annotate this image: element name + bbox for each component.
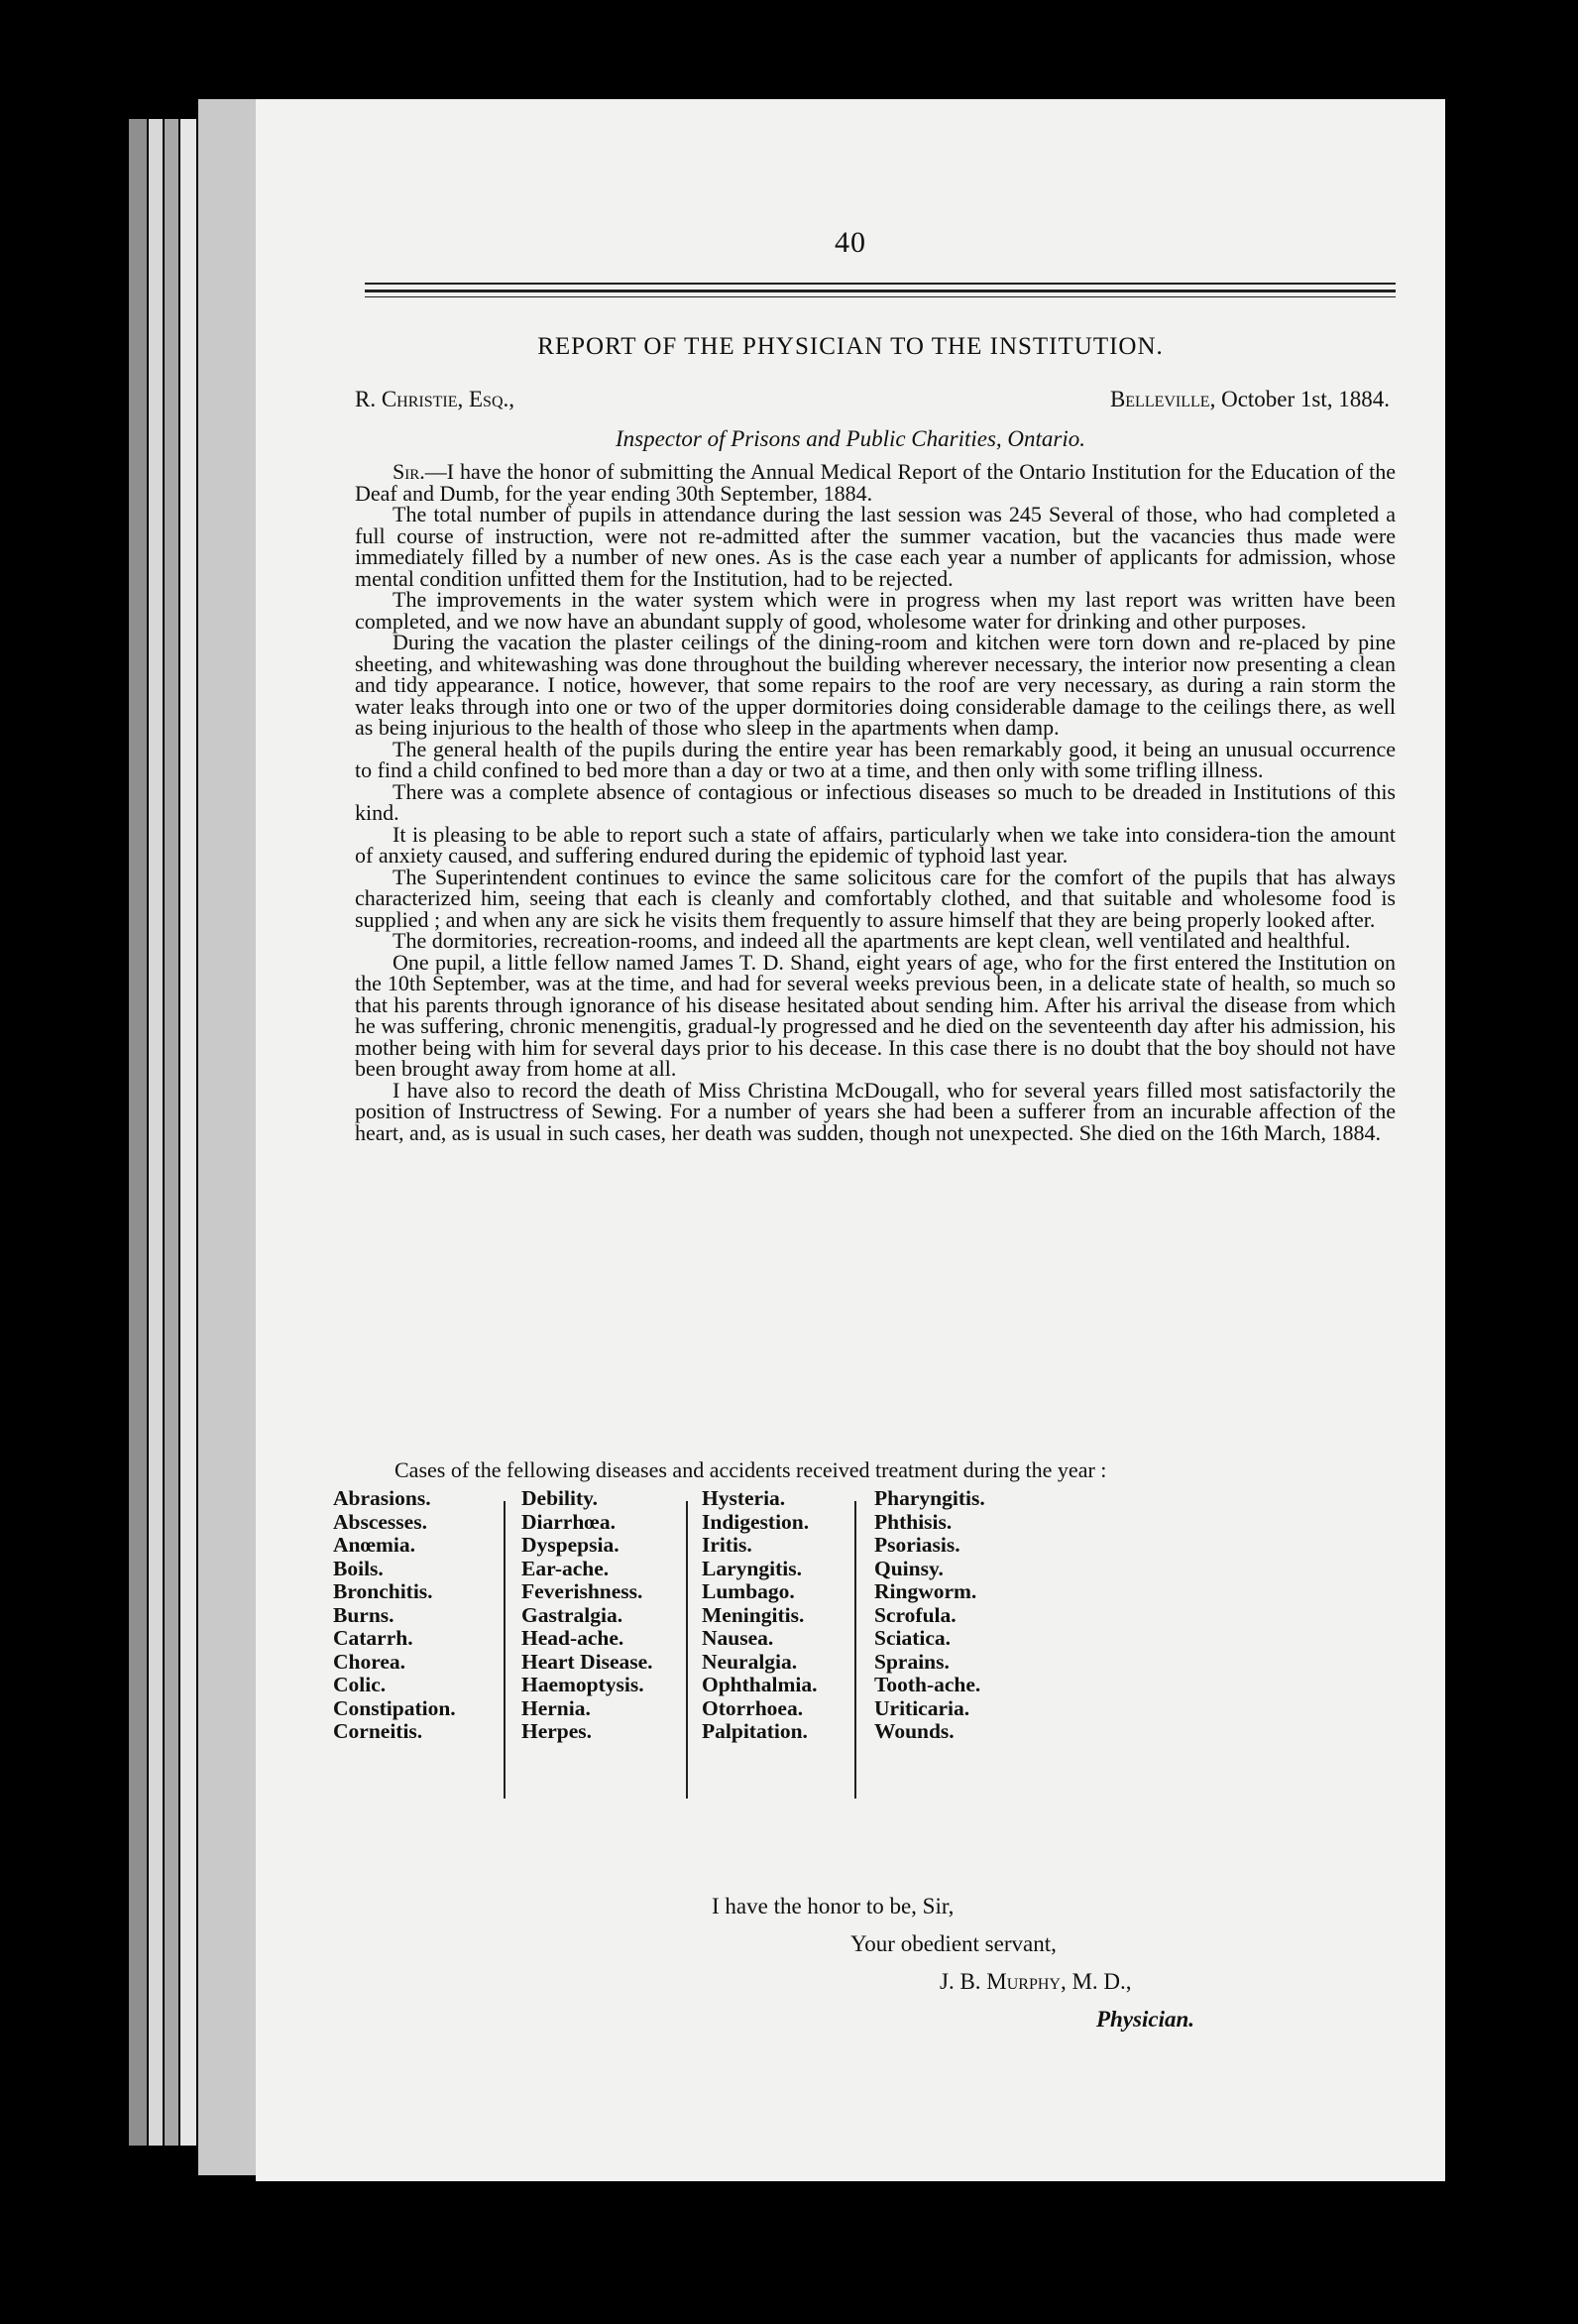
disease-item: Uriticaria.: [874, 1695, 970, 1720]
disease-item: Phthisis.: [874, 1509, 953, 1534]
disease-item: Ringworm.: [874, 1579, 977, 1603]
addressee: R. Christie, Esq.,: [355, 387, 515, 411]
disease-item: Head-ache.: [521, 1626, 624, 1650]
addressee-title: Inspector of Prisons and Public Charities, Ontario.: [615, 426, 1086, 451]
paragraph: There was a complete absence of contagious or infectious diseases so much to be dreaded in Institutions of this kind.: [355, 778, 1396, 825]
disease-item: Nausea.: [702, 1626, 774, 1650]
disease-column: [874, 1487, 985, 1744]
paragraph: One pupil, a little fellow named James T. D. Shand, eight years of age, who for the first entered the Institution on the 10th September, was at the time, and had for several weeks previous been, in a delicate state of health, so much so that his parents through ignorance of his disease hesitated about sending him. After his arrival the disease from which he was suffering, chronic menengitis, gradual-ly progressed and he died on the seventeenth day after his admission, his mother being with him for several days prior to his decease. In this case there is no doubt that the boy should not have been brought away from home at all.: [355, 949, 1396, 1081]
paragraph: The total number of pupils in attendance during the last session was 245 Several of those, who had completed a full course of instruction, were not re-admitted after the summer vacation, but the vacancies thus made were immediately filled by a number of new ones. As is the case each year a number of applicants for admission, whose mental condition unfitted them for the Institution, had to be rejected.: [355, 502, 1396, 591]
disease-column: [702, 1487, 818, 1744]
header-rule: [365, 290, 1396, 292]
disease-item: Herpes.: [521, 1719, 593, 1743]
disease-item: Pharyngitis.: [874, 1486, 985, 1510]
paragraph: Sir.—I have the honor of submitting the Annual Medical Report of the Ontario Institution for the Education of the Deaf and Dumb, for the year ending 30th September, 1884.: [355, 459, 1396, 506]
disease-column: [333, 1487, 456, 1744]
disease-item: Ophthalmia.: [702, 1673, 818, 1696]
book-edge: [149, 119, 163, 2146]
paragraph: The general health of the pupils during the entire year has been remarkably good, it being an unusual occurrence to find a child confined to bed more than a day or two at a time, and then only with some trifling illness.: [355, 736, 1396, 782]
page-number: 40: [835, 226, 866, 259]
column-divider: [686, 1501, 688, 1799]
disease-item: Anœmia.: [333, 1533, 416, 1557]
report-body: [355, 461, 1396, 1143]
disease-item: Feverishness.: [521, 1579, 643, 1603]
paragraph: During the vacation the plaster ceilings of the dining-room and kitchen were torn down and re-placed by pine sheeting, and whitewashing was done throughout the building wherever necessary, the interior now presenting a clean and tidy appearance. I notice, however, that some repairs to the roof are very necessary, as during a rain storm the water leaks through into one or two of the upper dormitories doing considerable damage to the ceilings there, as well as being injurious to the health of those who sleep in the apartments when damp.: [355, 630, 1396, 740]
salutation: Sir.: [393, 459, 425, 484]
disease-item: Indigestion.: [702, 1509, 810, 1534]
disease-item: Colic.: [333, 1673, 387, 1696]
disease-item: Neuralgia.: [702, 1649, 798, 1674]
book-edge: [129, 119, 147, 2146]
disease-item: Debility.: [521, 1486, 599, 1510]
document-page: [256, 99, 1445, 2181]
report-title: REPORT OF THE PHYSICIAN TO THE INSTITUTION.: [537, 333, 1164, 360]
disease-list: [333, 1487, 1423, 1804]
paragraph: The Superintendent continues to evince the same solicitous care for the comfort of the pupils that has always characterized him, seeing that each is cleanly and comfortably clothed, and that suitable and wholesome food is supplied ; and when any are sick he visits them frequently to assure himself that they are being properly looked after.: [355, 864, 1396, 932]
disease-item: Dyspepsia.: [521, 1533, 620, 1557]
header-rule: [365, 283, 1396, 285]
disease-item: Hysteria.: [702, 1486, 786, 1510]
dateline: [1110, 387, 1390, 412]
disease-item: Palpitation.: [702, 1719, 808, 1743]
disease-item: Boils.: [333, 1556, 384, 1580]
disease-item: Hernia.: [521, 1695, 591, 1720]
paragraph: I have also to record the death of Miss Christina McDougall, who for several years filled most satisfactorily the position of Instructress of Sewing. For a number of years she had been a sufferer from an incurable affection of the heart, and, as is usual in such cases, her death was sudden, though not unexpected. She died on the 16th March, 1884.: [355, 1077, 1396, 1145]
disease-column: [521, 1487, 653, 1744]
closing-line: I have the honor to be, Sir,: [712, 1894, 955, 1918]
disease-item: Sprains.: [874, 1649, 950, 1674]
disease-item: Quinsy.: [874, 1556, 944, 1580]
disease-item: Wounds.: [874, 1719, 955, 1743]
disease-item: Psoriasis.: [874, 1533, 960, 1557]
disease-item: Tooth-ache.: [874, 1673, 981, 1696]
disease-item: Meningitis.: [702, 1602, 805, 1627]
column-divider: [854, 1501, 856, 1799]
disease-item: Heart Disease.: [521, 1649, 653, 1674]
closing-line: Your obedient servant,: [850, 1931, 1057, 1956]
disease-item: Ear-ache.: [521, 1556, 610, 1580]
disease-item: Haemoptysis.: [521, 1673, 644, 1696]
disease-item: Abrasions.: [333, 1486, 431, 1510]
disease-item: Constipation.: [333, 1695, 456, 1720]
disease-item: Gastralgia.: [521, 1602, 623, 1627]
disease-item: Laryngitis.: [702, 1556, 802, 1580]
book-edge: [165, 119, 178, 2146]
disease-item: Otorrhoea.: [702, 1695, 804, 1720]
disease-item: Abscesses.: [333, 1509, 427, 1534]
disease-item: Bronchitis.: [333, 1579, 433, 1603]
disease-item: Burns.: [333, 1602, 394, 1627]
dateline-date: October 1st, 1884.: [1221, 387, 1390, 411]
disease-item: Diarrhœa.: [521, 1509, 616, 1534]
disease-item: Iritis.: [702, 1533, 752, 1557]
paragraph: It is pleasing to be able to report such a state of affairs, particularly when we take into considera-tion the amount of anxiety caused, and suffering endured during the epidemic of typhoid last year.: [355, 821, 1396, 868]
disease-item: Chorea.: [333, 1649, 406, 1674]
cases-intro: Cases of the fellowing diseases and accidents received treatment during the year :: [394, 1457, 1107, 1482]
paragraph: The dormitories, recreation-rooms, and indeed all the apartments are kept clean, well ventilated and healthful.: [393, 928, 1351, 953]
disease-item: Catarrh.: [333, 1626, 413, 1650]
dateline-place: Belleville,: [1109, 387, 1216, 411]
paragraph: The improvements in the water system which were in progress when my last report was written have been completed, and we now have an abundant supply of good, wholesome water for drinking and other purposes.: [355, 587, 1396, 634]
signature-role: Physician.: [1096, 2007, 1195, 2032]
disease-item: Sciatica.: [874, 1626, 952, 1650]
book-edge: [198, 99, 258, 2175]
signature: J. B. Murphy, M. D.,: [940, 1969, 1132, 1994]
column-divider: [504, 1501, 506, 1799]
disease-item: Scrofula.: [874, 1602, 957, 1627]
header-rule: [365, 296, 1396, 297]
book-edge: [180, 119, 196, 2146]
disease-item: Lumbago.: [702, 1579, 795, 1603]
disease-item: Corneitis.: [333, 1719, 423, 1743]
